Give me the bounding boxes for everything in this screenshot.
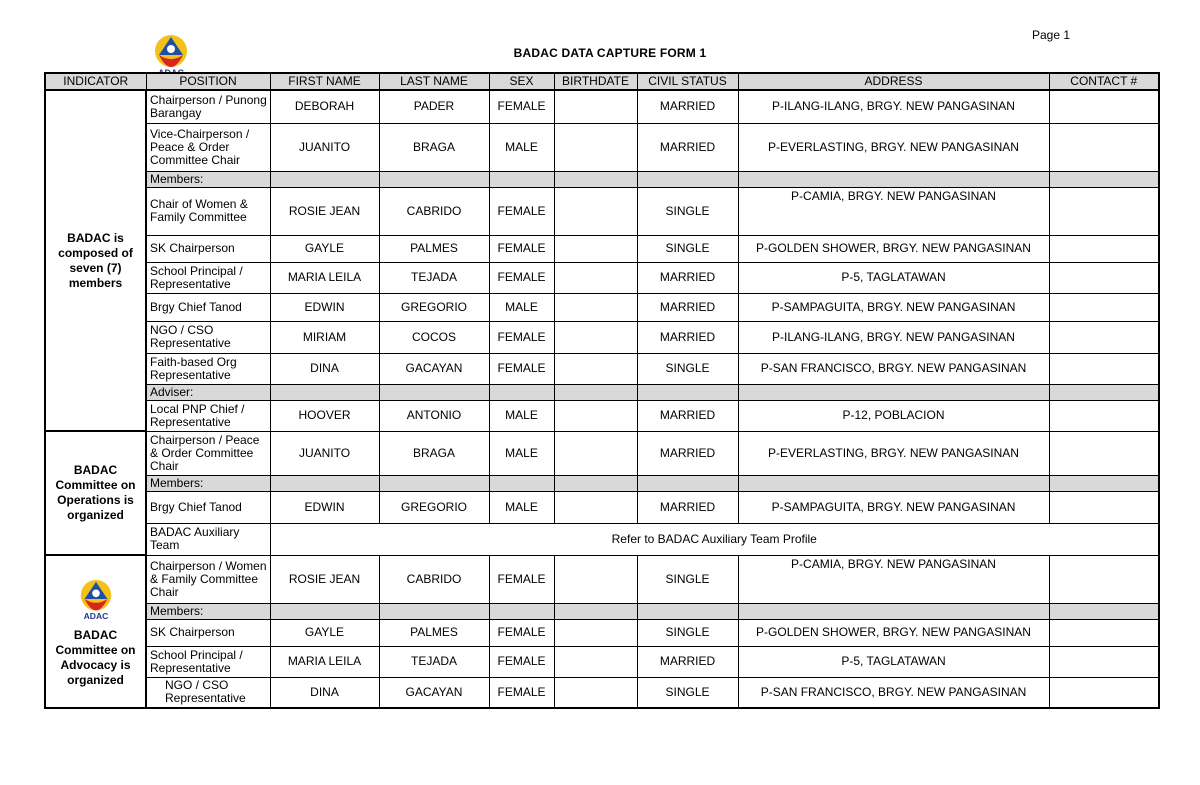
col-indicator: INDICATOR xyxy=(45,73,146,90)
last-name-cell: BRAGA xyxy=(379,123,489,171)
table-row xyxy=(45,491,1159,523)
badac-table xyxy=(44,72,1160,709)
table-row xyxy=(45,555,1159,603)
contact-cell xyxy=(1049,235,1159,262)
col-address: ADDRESS xyxy=(738,73,1049,90)
first-name-cell: GAYLE xyxy=(270,619,379,646)
contact-cell xyxy=(1049,90,1159,123)
position-cell: School Principal / Representative xyxy=(146,646,270,677)
birthdate-cell xyxy=(554,235,637,262)
form-title: BADAC DATA CAPTURE FORM 1 xyxy=(513,46,707,60)
sex-cell: MALE xyxy=(489,400,554,431)
birthdate-cell xyxy=(554,187,637,235)
auxiliary-team-row xyxy=(45,523,1159,555)
position-cell: Brgy Chief Tanod xyxy=(146,293,270,321)
address-cell: P-SAMPAGUITA, BRGY. NEW PANGASINAN xyxy=(738,491,1049,523)
contact-cell xyxy=(1049,400,1159,431)
sex-cell: MALE xyxy=(489,293,554,321)
last-name-cell: COCOS xyxy=(379,321,489,353)
first-name-cell: ROSIE JEAN xyxy=(270,555,379,603)
civil-status-cell: SINGLE xyxy=(637,187,738,235)
last-name-cell: GREGORIO xyxy=(379,293,489,321)
civil-status-cell: MARRIED xyxy=(637,90,738,123)
table-row xyxy=(45,619,1159,646)
sex-cell: FEMALE xyxy=(489,262,554,293)
table-row xyxy=(45,293,1159,321)
sex-cell: FEMALE xyxy=(489,646,554,677)
table-row xyxy=(45,646,1159,677)
table-row xyxy=(45,235,1159,262)
indicator-cell: BADAC Committee on Operations is organized xyxy=(45,431,146,555)
civil-status-cell: MARRIED xyxy=(637,431,738,475)
first-name-cell: ROSIE JEAN xyxy=(270,187,379,235)
indicator-cell: BADAC is composed of seven (7) members xyxy=(45,90,146,431)
contact-cell xyxy=(1049,353,1159,384)
address-cell: P-ILANG-ILANG, BRGY. NEW PANGASINAN xyxy=(738,90,1049,123)
table-row xyxy=(45,431,1159,475)
col-contact: CONTACT # xyxy=(1049,73,1159,90)
position-cell: Faith-based Org Representative xyxy=(146,353,270,384)
last-name-cell: CABRIDO xyxy=(379,555,489,603)
civil-status-cell: SINGLE xyxy=(637,555,738,603)
sex-cell: FEMALE xyxy=(489,187,554,235)
address-cell: P-EVERLASTING, BRGY. NEW PANGASINAN xyxy=(738,123,1049,171)
birthdate-cell xyxy=(554,90,637,123)
sex-cell: FEMALE xyxy=(489,321,554,353)
address-cell: P-SAMPAGUITA, BRGY. NEW PANGASINAN xyxy=(738,293,1049,321)
civil-status-cell: SINGLE xyxy=(637,619,738,646)
members-row xyxy=(45,603,1159,619)
contact-cell xyxy=(1049,619,1159,646)
last-name-cell: PALMES xyxy=(379,619,489,646)
position-cell: NGO / CSO Representative xyxy=(146,677,270,708)
civil-status-cell: SINGLE xyxy=(637,677,738,708)
contact-cell xyxy=(1049,262,1159,293)
birthdate-cell xyxy=(554,321,637,353)
last-name-cell: CABRIDO xyxy=(379,187,489,235)
birthdate-cell xyxy=(554,431,637,475)
civil-status-cell: MARRIED xyxy=(637,491,738,523)
address-cell: P-GOLDEN SHOWER, BRGY. NEW PANGASINAN xyxy=(738,619,1049,646)
address-cell: P-SAN FRANCISCO, BRGY. NEW PANGASINAN xyxy=(738,353,1049,384)
position-cell: School Principal / Representative xyxy=(146,262,270,293)
sex-cell: FEMALE xyxy=(489,555,554,603)
birthdate-cell xyxy=(554,123,637,171)
civil-status-cell: MARRIED xyxy=(637,400,738,431)
auxiliary-reference-note: Refer to BADAC Auxiliary Team Profile xyxy=(270,523,1159,555)
sex-cell: MALE xyxy=(489,123,554,171)
position-cell: Chairperson / Women & Family Committee Chair xyxy=(146,555,270,603)
contact-cell xyxy=(1049,555,1159,603)
birthdate-cell xyxy=(554,400,637,431)
first-name-cell: JUANITO xyxy=(270,431,379,475)
birthdate-cell xyxy=(554,646,637,677)
birthdate-cell xyxy=(554,677,637,708)
address-cell: P-5, TAGLATAWAN xyxy=(738,646,1049,677)
members-row xyxy=(45,171,1159,187)
civil-status-cell: SINGLE xyxy=(637,235,738,262)
address-cell: P-CAMIA, BRGY. NEW PANGASINAN xyxy=(738,187,1049,235)
adviser-row xyxy=(45,384,1159,400)
contact-cell xyxy=(1049,491,1159,523)
first-name-cell: DEBORAH xyxy=(270,90,379,123)
first-name-cell: MARIA LEILA xyxy=(270,646,379,677)
position-cell: BADAC Auxiliary Team xyxy=(146,523,270,555)
first-name-cell: JUANITO xyxy=(270,123,379,171)
last-name-cell: ANTONIO xyxy=(379,400,489,431)
last-name-cell: GACAYAN xyxy=(379,353,489,384)
position-cell: Members: xyxy=(146,603,270,619)
birthdate-cell xyxy=(554,555,637,603)
contact-cell xyxy=(1049,646,1159,677)
col-position: POSITION xyxy=(146,73,270,90)
birthdate-cell xyxy=(554,293,637,321)
civil-status-cell: MARRIED xyxy=(637,123,738,171)
last-name-cell: GACAYAN xyxy=(379,677,489,708)
first-name-cell: GAYLE xyxy=(270,235,379,262)
birthdate-cell xyxy=(554,353,637,384)
last-name-cell: PADER xyxy=(379,90,489,123)
position-cell: Chairperson / Peace & Order Committee Chair xyxy=(146,431,270,475)
sex-cell: FEMALE xyxy=(489,90,554,123)
last-name-cell: PALMES xyxy=(379,235,489,262)
last-name-cell: BRAGA xyxy=(379,431,489,475)
table-row xyxy=(45,400,1159,431)
position-cell: SK Chairperson xyxy=(146,619,270,646)
sex-cell: MALE xyxy=(489,491,554,523)
address-cell: P-ILANG-ILANG, BRGY. NEW PANGASINAN xyxy=(738,321,1049,353)
col-civil-status: CIVIL STATUS xyxy=(637,73,738,90)
table-row xyxy=(45,90,1159,123)
birthdate-cell xyxy=(554,491,637,523)
position-cell: NGO / CSO Representative xyxy=(146,321,270,353)
table-row xyxy=(45,187,1159,235)
indicator-text: BADAC Committee on Advocacy is organized xyxy=(55,627,136,687)
position-cell: Members: xyxy=(146,171,270,187)
contact-cell xyxy=(1049,321,1159,353)
contact-cell xyxy=(1049,293,1159,321)
col-sex: SEX xyxy=(489,73,554,90)
position-cell: Adviser: xyxy=(146,384,270,400)
contact-cell xyxy=(1049,677,1159,708)
adac-logo-icon xyxy=(76,576,116,622)
sex-cell: FEMALE xyxy=(489,677,554,708)
contact-cell xyxy=(1049,123,1159,171)
civil-status-cell: MARRIED xyxy=(637,293,738,321)
sex-cell: MALE xyxy=(489,431,554,475)
col-first-name: FIRST NAME xyxy=(270,73,379,90)
address-cell: P-EVERLASTING, BRGY. NEW PANGASINAN xyxy=(738,431,1049,475)
table-row xyxy=(45,677,1159,708)
contact-cell xyxy=(1049,187,1159,235)
address-cell: P-SAN FRANCISCO, BRGY. NEW PANGASINAN xyxy=(738,677,1049,708)
sex-cell: FEMALE xyxy=(489,235,554,262)
position-cell: SK Chairperson xyxy=(146,235,270,262)
sex-cell: FEMALE xyxy=(489,619,554,646)
position-cell: Members: xyxy=(146,475,270,491)
civil-status-cell: MARRIED xyxy=(637,321,738,353)
position-cell: Chairperson / Punong Barangay xyxy=(146,90,270,123)
last-name-cell: TEJADA xyxy=(379,262,489,293)
sex-cell: FEMALE xyxy=(489,353,554,384)
contact-cell xyxy=(1049,431,1159,475)
first-name-cell: MIRIAM xyxy=(270,321,379,353)
col-last-name: LAST NAME xyxy=(379,73,489,90)
table-row xyxy=(45,353,1159,384)
address-cell: P-5, TAGLATAWAN xyxy=(738,262,1049,293)
address-cell: P-CAMIA, BRGY. NEW PANGASINAN xyxy=(738,555,1049,603)
first-name-cell: HOOVER xyxy=(270,400,379,431)
position-cell: Local PNP Chief / Representative xyxy=(146,400,270,431)
position-cell: Brgy Chief Tanod xyxy=(146,491,270,523)
table-header xyxy=(45,73,1159,90)
indicator-cell xyxy=(45,555,146,708)
last-name-cell: GREGORIO xyxy=(379,491,489,523)
col-birthdate: BIRTHDATE xyxy=(554,73,637,90)
civil-status-cell: MARRIED xyxy=(637,646,738,677)
position-cell: Chair of Women & Family Committee xyxy=(146,187,270,235)
first-name-cell: DINA xyxy=(270,677,379,708)
first-name-cell: MARIA LEILA xyxy=(270,262,379,293)
page-number: Page 1 xyxy=(1032,28,1071,42)
members-row xyxy=(45,475,1159,491)
address-cell: P-GOLDEN SHOWER, BRGY. NEW PANGASINAN xyxy=(738,235,1049,262)
table-row xyxy=(45,262,1159,293)
first-name-cell: DINA xyxy=(270,353,379,384)
last-name-cell: TEJADA xyxy=(379,646,489,677)
birthdate-cell xyxy=(554,262,637,293)
table-row xyxy=(45,123,1159,171)
civil-status-cell: SINGLE xyxy=(637,353,738,384)
position-cell: Vice-Chairperson / Peace & Order Committee Chair xyxy=(146,123,270,171)
table-row xyxy=(45,321,1159,353)
first-name-cell: EDWIN xyxy=(270,491,379,523)
address-cell: P-12, POBLACION xyxy=(738,400,1049,431)
birthdate-cell xyxy=(554,619,637,646)
first-name-cell: EDWIN xyxy=(270,293,379,321)
civil-status-cell: MARRIED xyxy=(637,262,738,293)
svg-text:ADAC: ADAC xyxy=(83,610,108,621)
